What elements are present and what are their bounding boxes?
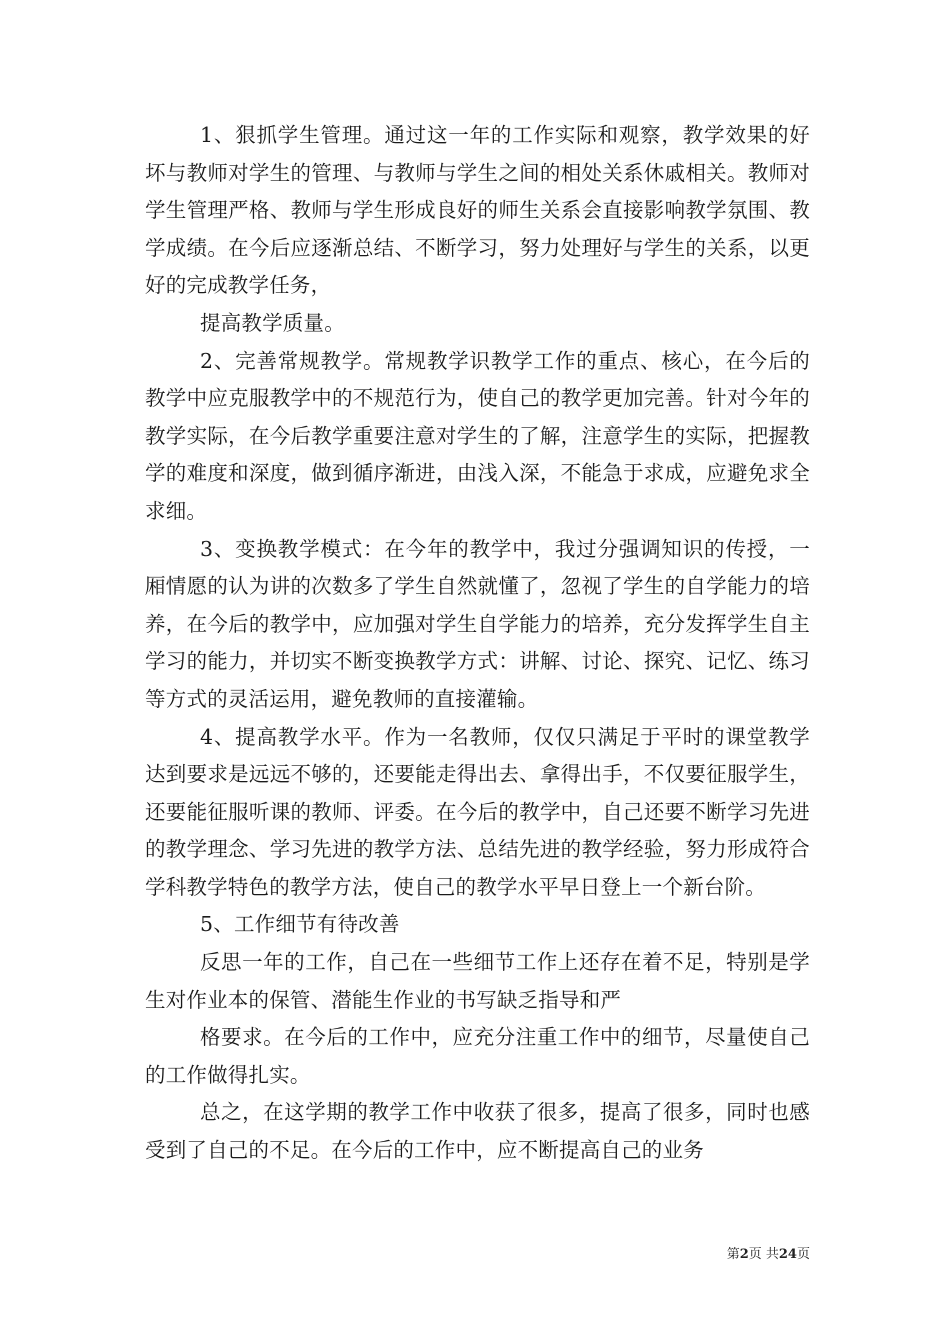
current-page-number: 2 bbox=[739, 1247, 749, 1262]
paragraph-3: 2、完善常规教学。常规教学识教学工作的重点、核心，在今后的教学中应克服教学中的不规范行为，使自己的教学更加完善。针对今年的教学实际，在今后教学重要注意对学生的了解，注意学生的实际，把握教学的难度和深度，做到循序渐进，由浅入深，不能急于求成，应避免求全求细。 bbox=[145, 348, 810, 523]
paragraph-8: 格要求。在今后的工作中，应充分注重工作中的细节，尽量使自己的工作做得扎实。 bbox=[145, 1025, 810, 1087]
page-footer bbox=[690, 1243, 810, 1262]
total-pages-number: 24 bbox=[778, 1247, 797, 1262]
paragraph-7: 反思一年的工作，自己在一些细节工作上还存在着不足，特别是学生对作业本的保管、潜能生作业的书写缺乏指导和严 bbox=[145, 950, 810, 1012]
paragraph-2: 提高教学质量。 bbox=[200, 310, 345, 335]
paragraph-1: 1、狠抓学生管理。通过这一年的工作实际和观察，教学效果的好坏与教师对学生的管理、与教师与学生之间的相处关系休戚相关。教师对学生管理严格、教师与学生形成良好的师生关系会直接影响教学氛围、教学成绩。在今后应逐渐总结、不断学习，努力处理好与学生的关系，以更好的完成教学任务， bbox=[145, 123, 810, 298]
paragraph-6: 5、工作细节有待改善 bbox=[200, 912, 400, 937]
paragraph-4: 3、变换教学模式：在今年的教学中，我过分强调知识的传授，一厢情愿的认为讲的次数多了学生自然就懂了，忽视了学生的自学能力的培养，在今后的教学中，应加强对学生自学能力的培养，充分发挥学生自主学习的能力，并切实不断变换教学方式：讲解、讨论、探究、记忆、练习等方式的灵活运用，避免教师的直接灌输。 bbox=[145, 536, 810, 711]
footer-prefix: 第 bbox=[726, 1247, 740, 1262]
footer-middle: 页 共 bbox=[748, 1247, 779, 1262]
paragraph-5: 4、提高教学水平。作为一名教师，仅仅只满足于平时的课堂教学达到要求是远远不够的，还要能走得出去、拿得出手，不仅要征服学生，还要能征服听课的教师、评委。在今后的教学中，自己还要不断学习先进的教学理念、学习先进的教学方法、总结先进的教学经验，努力形成符合学科教学特色的教学方法，使自己的教学水平早日登上一个新台阶。 bbox=[145, 724, 810, 899]
paragraph-9: 总之，在这学期的教学工作中收获了很多，提高了很多，同时也感受到了自己的不足。在今后的工作中，应不断提高自己的业务 bbox=[145, 1100, 810, 1163]
document-body bbox=[145, 117, 810, 1170]
footer-suffix: 页 bbox=[796, 1247, 810, 1262]
